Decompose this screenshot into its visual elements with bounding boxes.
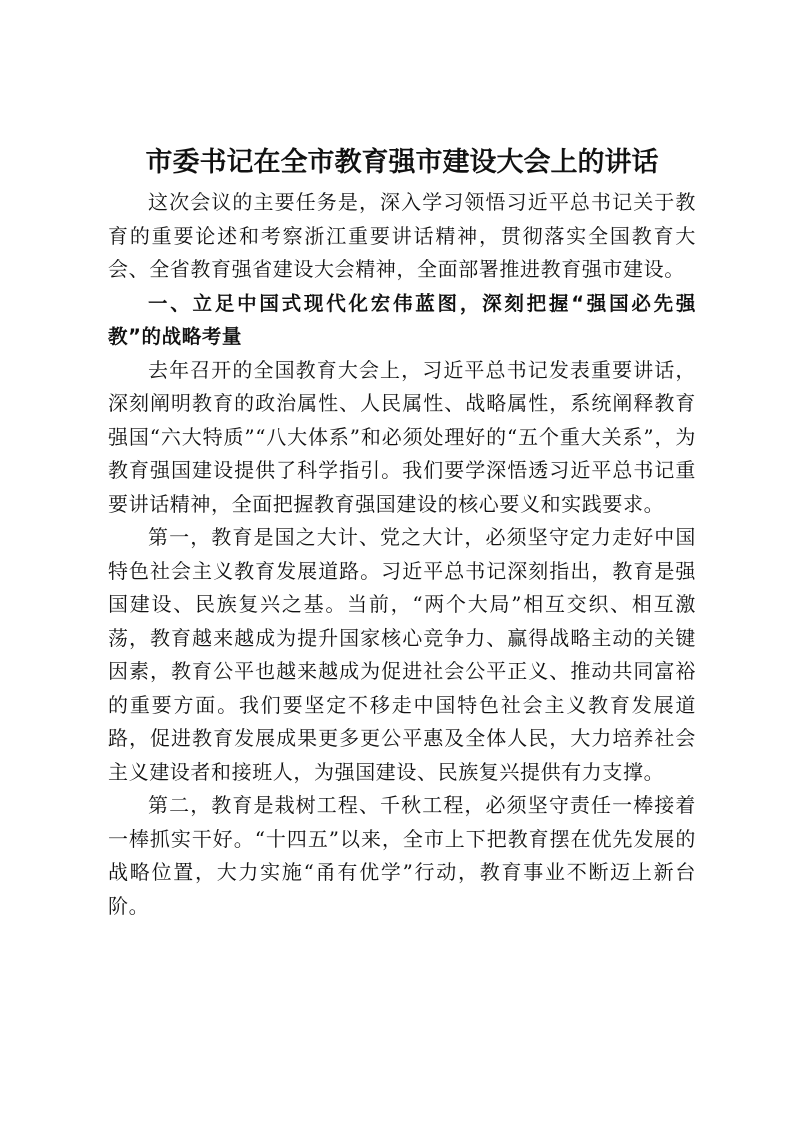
paragraph-second-point: 第二，教育是栽树工程、千秋工程，必须坚守责任一棒接着一棒抓实干好。“十四五”以来，全市上下把教育摆在优先发展的战略位置，大力实施“甬有优学”行动，教育事业不断迈上新台阶。 — [108, 793, 696, 918]
document-body — [108, 140, 696, 923]
paragraph-national-conference: 去年召开的全国教育大会上，习近平总书记发表重要讲话，深刻阐明教育的政治属性、人民属性、战略属性，系统阐释教育强国“六大特质”“八大体系”和必须处理好的“五个重大关系”，为教育强国建设提供了科学指引。我们要学深悟透习近平总书记重要讲话精神，全面把握教育强国建设的核心要义和实践要求。 — [108, 357, 696, 516]
section-heading-1: 一、立足中国式现代化宏伟蓝图，深刻把握“强国必先强教”的战略考量 — [108, 291, 696, 348]
paragraph-intro: 这次会议的主要任务是，深入学习领悟习近平总书记关于教育的重要论述和考察浙江重要讲话精神，贯彻落实全国教育大会、全省教育强省建设大会精神，全面部署推进教育强市建设。 — [108, 190, 696, 281]
document-title: 市委书记在全市教育强市建设大会上的讲话 — [145, 147, 659, 178]
paragraph-first-point: 第一，教育是国之大计、党之大计，必须坚守定力走好中国特色社会主义教育发展道路。习近平总书记深刻指出，教育是强国建设、民族复兴之基。当前，“两个大局”相互交织、相互激荡，教育越来越成为提升国家核心竞争力、赢得战略主动的关键因素，教育公平也越来越成为促进社会公平正义、推动共同富裕的重要方面。我们要坚定不移走中国特色社会主义教育发展道路，促进教育发展成果更多更公平惠及全体人民，大力培养社会主义建设者和接班人，为强国建设、民族复兴提供有力支撑。 — [108, 525, 696, 784]
